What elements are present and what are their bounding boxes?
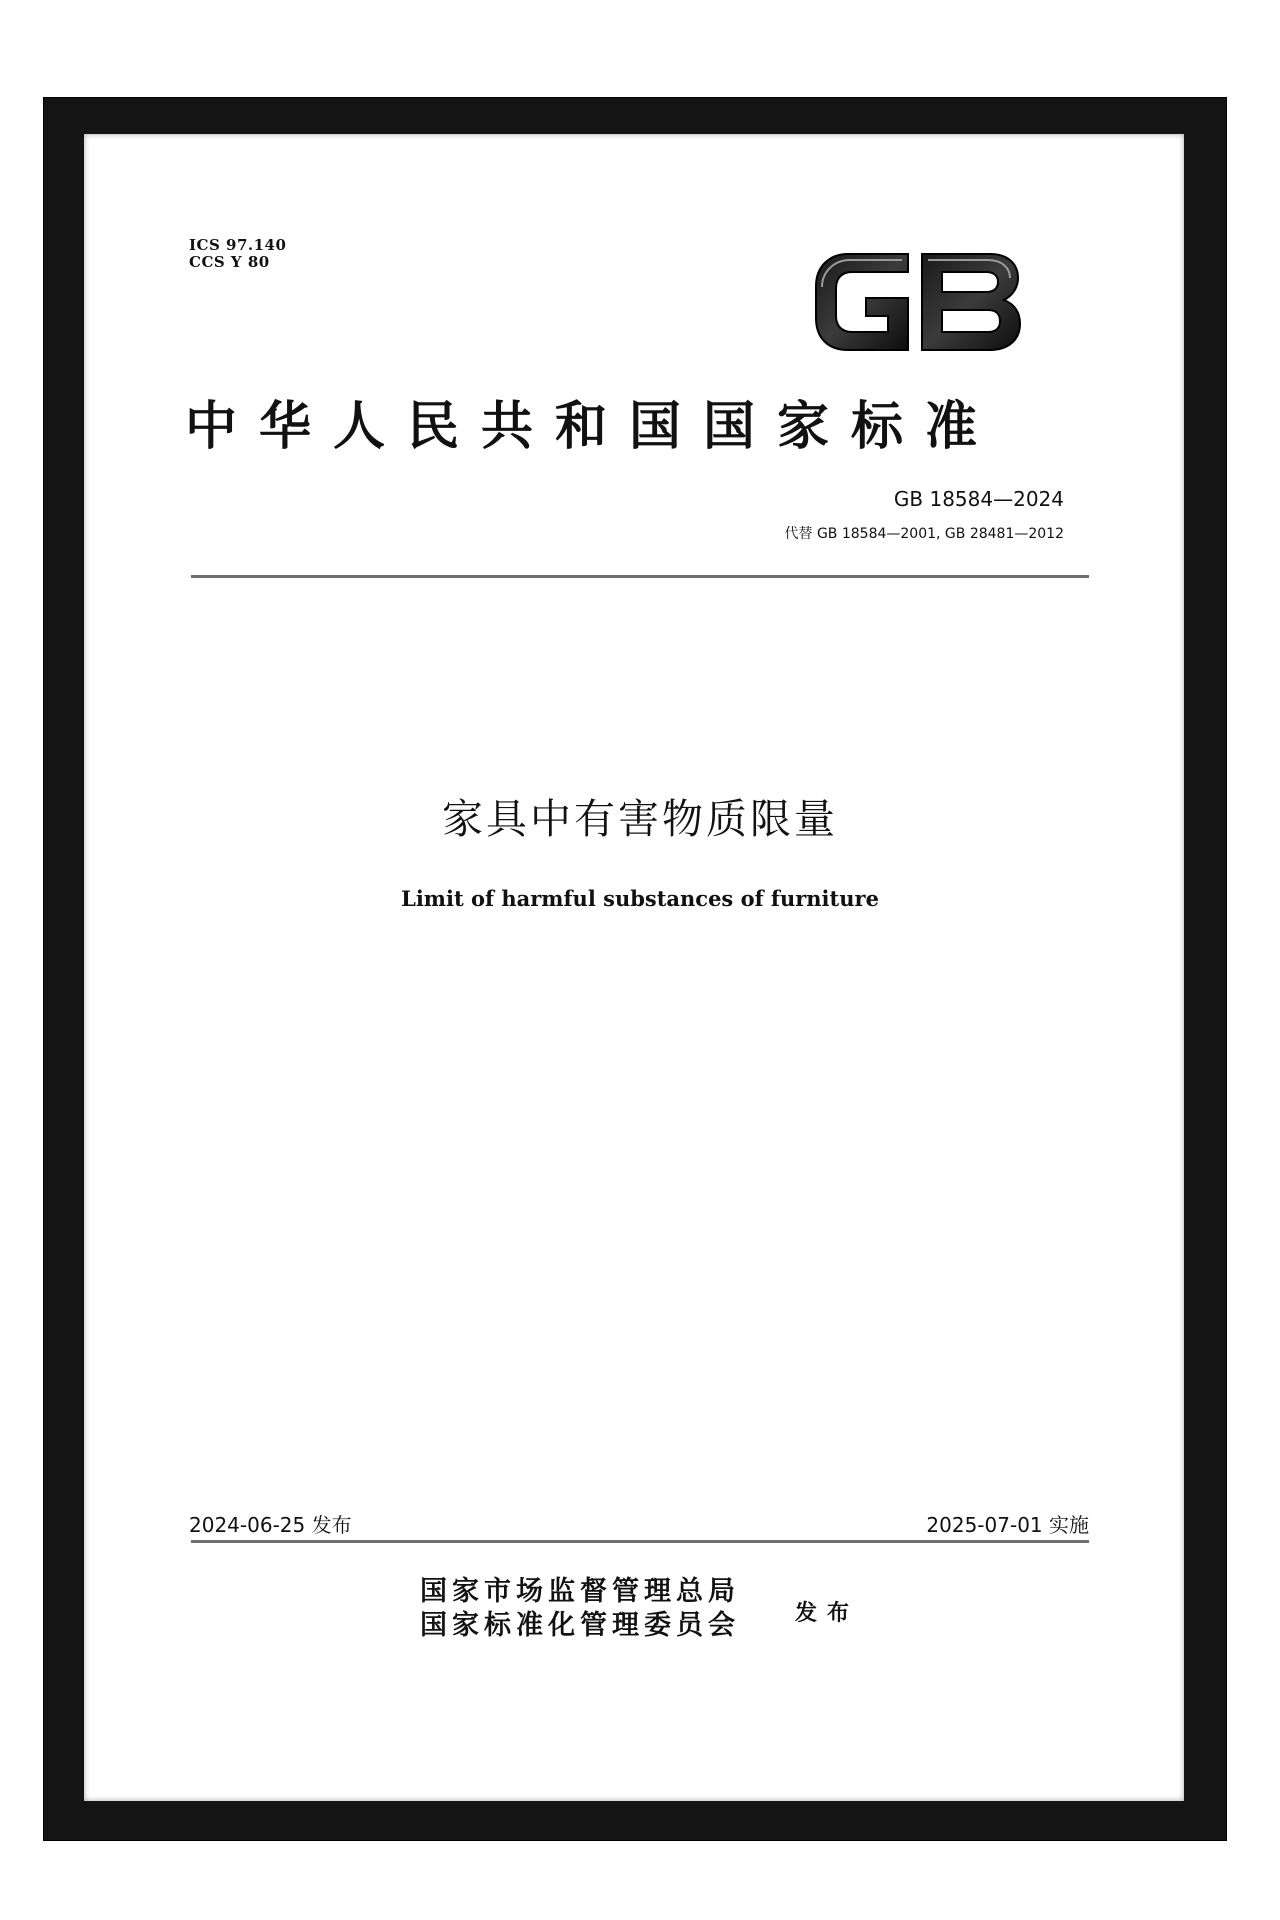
footer-divider [191,1540,1089,1543]
issuer-samr: 国家市场监督管理总局 [420,1576,740,1607]
classification-codes [189,237,286,271]
document-title-cn: 家具中有害物质限量 [442,795,838,843]
publish-label: 发布 [795,1600,860,1626]
header-divider [191,575,1089,578]
document-page [84,134,1184,1801]
standard-number: GB 18584—2024 [893,487,1064,511]
ccs-code: CCS Y 80 [189,253,270,271]
effective-date: 2025-07-01 实施 [926,1513,1089,1537]
gb-logo [810,246,1026,358]
national-standard-title: 中华人民共和国国家标准 [185,396,1000,457]
issuing-bodies [420,1575,740,1643]
issuer-sac: 国家标准化管理委员会 [420,1610,740,1641]
document-title-en: Limit of harmful substances of furniture [401,886,879,911]
issue-date: 2024-06-25 发布 [189,1513,352,1537]
replaces-standards: 代替 GB 18584—2001, GB 28481—2012 [784,526,1064,542]
ics-code: ICS 97.140 [189,236,287,254]
